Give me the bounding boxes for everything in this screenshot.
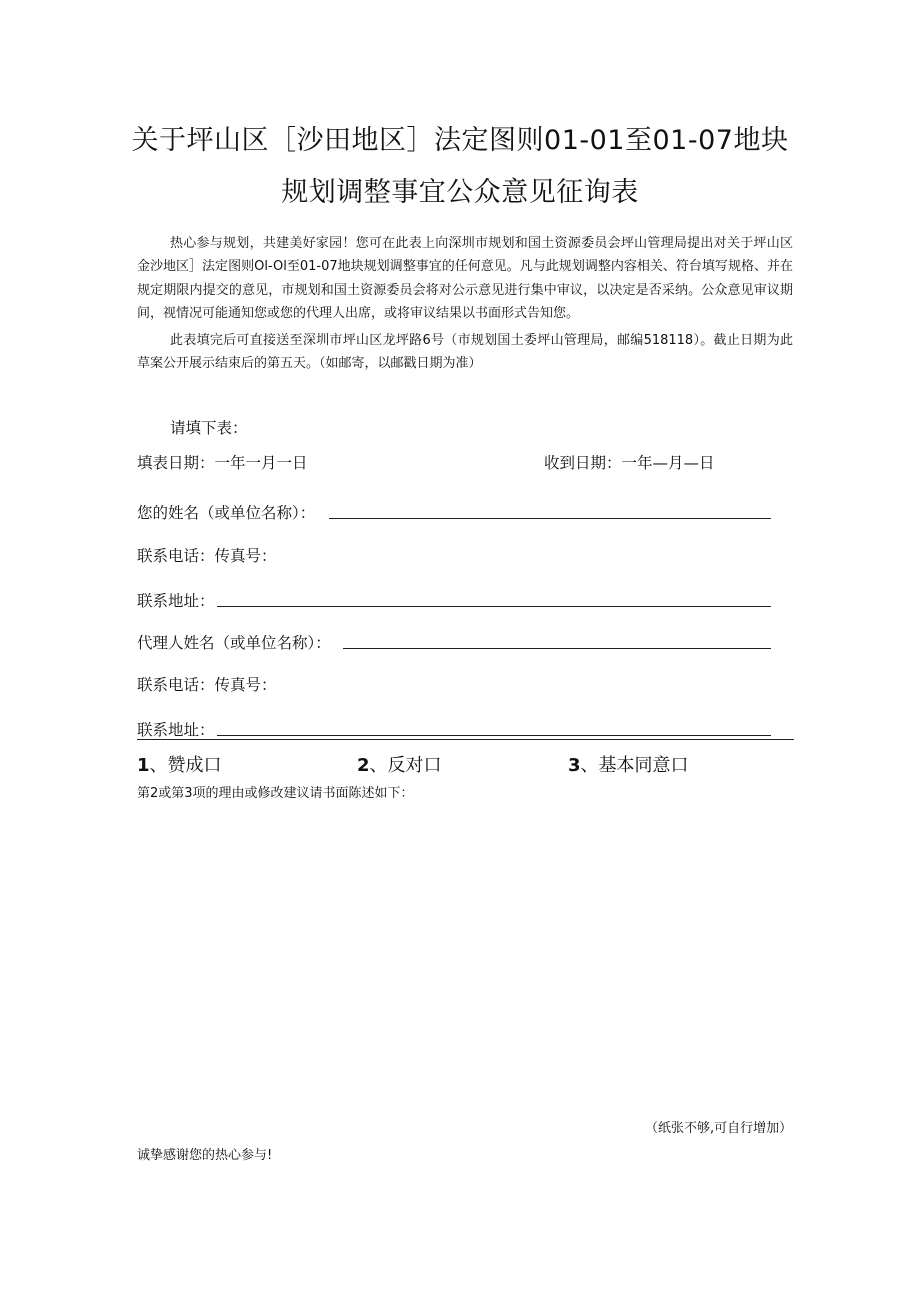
option-basically-agree[interactable]	[568, 751, 689, 777]
fill-date: 填表日期：一年一月一日	[137, 454, 308, 472]
reason-prompt: 第2或第3项的理由或修改建议请书面陈述如下：	[137, 786, 414, 801]
agent-address-field[interactable]	[217, 735, 771, 736]
option-agree[interactable]	[137, 751, 222, 777]
intro-paragraph-1: 热心参与规划，共建美好家园！您可在此表上向深圳市规划和国土资源委员会坪山管理局提出对关于坪山区金沙地区］法定图则Ol-Ol至01-07地块规划调整事宜的任何意见。凡与此规划调整内容相关、符台填写规格、并在规定期限内提交的意见，市规划和国土资源委员会将对公示意见进行集中审议，以决定是否采纳。公众意见审议期间，视情况可能通知您或您的代理人出席，或将审议结果以书面形式告知您。	[137, 236, 793, 321]
option-oppose-number: 2	[357, 755, 370, 776]
thanks-note: 诚挚感谢您的热心参与!	[137, 1148, 273, 1163]
intro-paragraph-2: 此表填完后可直接送至深圳市坪山区龙坪路6号（市规划国土委坪山管理局，邮编518118）。截止日期为此草案公开展示结束后的第五天。（如邮寄，以邮戳日期为准）	[137, 333, 793, 372]
agent-name-field[interactable]	[343, 648, 771, 649]
section-divider	[137, 739, 794, 740]
option-basically-agree-label: 、基本同意口	[580, 755, 689, 776]
agent-address-label: 联系地址：	[137, 721, 215, 739]
page-title-line-2: 规划调整事宜公众意见征询表	[281, 177, 639, 208]
agent-phone-fax-label: 联系电话：传真号：	[137, 676, 277, 694]
option-agree-number: 1	[137, 755, 150, 776]
name-field[interactable]	[329, 518, 771, 519]
address-label: 联系地址：	[137, 592, 215, 610]
option-oppose[interactable]	[357, 751, 442, 777]
phone-fax-label: 联系电话：传真号：	[137, 547, 277, 565]
agent-name-label: 代理人姓名（或单位名称）：	[137, 634, 331, 652]
receive-date: 收到日期：一年—月—日	[544, 454, 715, 472]
option-basically-agree-number: 3	[568, 755, 581, 776]
address-field[interactable]	[217, 606, 771, 607]
option-oppose-label: 、反对口	[369, 755, 442, 776]
page-title-line-1: 关于坪山区［沙田地区］法定图则01-01至01-07地块	[131, 125, 789, 156]
option-agree-label: 、赞成口	[149, 755, 222, 776]
form-prompt: 请填下表：	[170, 419, 248, 437]
name-label: 您的姓名（或单位名称）：	[137, 504, 316, 522]
comment-area[interactable]	[137, 805, 793, 1105]
paper-note: （纸张不够,可自行增加）	[645, 1121, 793, 1136]
